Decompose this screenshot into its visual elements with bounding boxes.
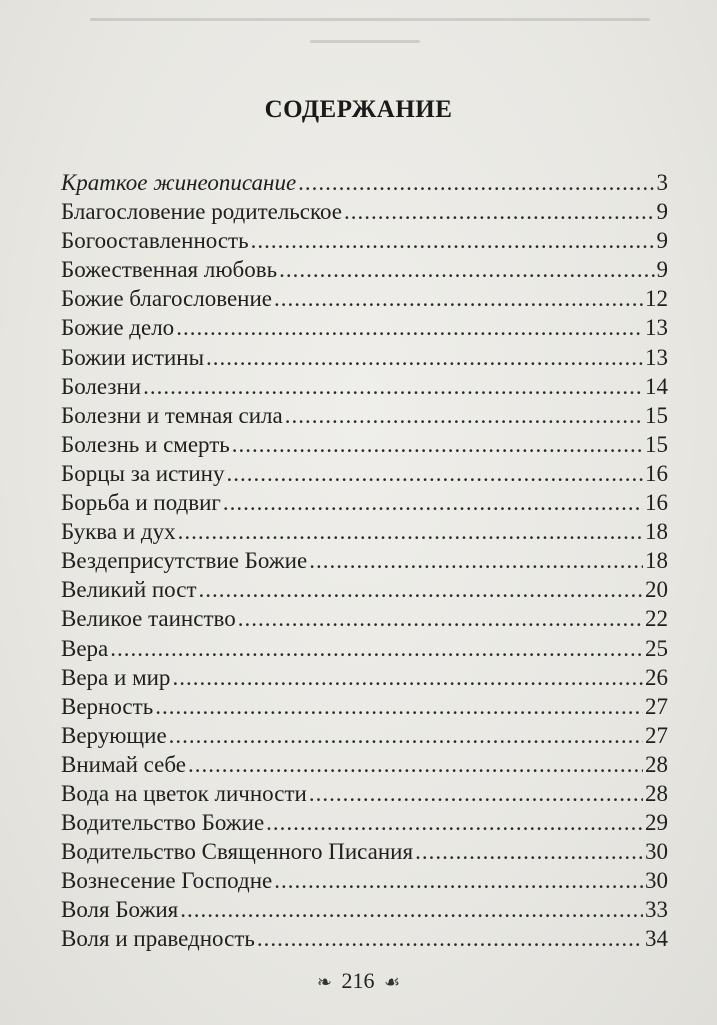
toc-entry — [61, 226, 668, 255]
toc-entry — [61, 604, 668, 633]
toc-entry-page: 12 — [645, 286, 668, 312]
dot-leader — [199, 575, 643, 604]
toc-entry-title: Водительство Священного Писания — [61, 839, 414, 865]
toc-entry-page: 27 — [645, 722, 668, 748]
toc-entry-page: 15 — [645, 431, 668, 457]
dot-leader — [180, 895, 643, 924]
dot-leader — [309, 546, 643, 575]
dot-leader — [251, 226, 655, 255]
toc-entry — [61, 692, 668, 721]
dot-leader — [178, 517, 643, 546]
toc-entry-title: Благословение родительское — [61, 199, 342, 225]
toc-entry-page: 16 — [645, 460, 668, 486]
toc-entry-title: Буква и дух — [61, 519, 176, 545]
toc-entry-title: Вездеприсутствие Божие — [61, 548, 308, 574]
toc-entry-page: 20 — [645, 577, 668, 603]
toc-entry-title: Великий пост — [61, 577, 197, 603]
toc-entry-title: Воля и праведность — [61, 926, 255, 952]
dot-leader — [188, 750, 643, 779]
toc-entry — [61, 866, 668, 895]
toc-entry — [61, 663, 668, 692]
dot-leader — [110, 634, 643, 663]
bleed-through — [60, 0, 700, 60]
dot-leader — [206, 343, 643, 372]
toc-entry-title: Божие благословение — [61, 286, 272, 312]
table-of-contents — [61, 168, 668, 954]
toc-entry-page: 15 — [645, 402, 668, 428]
toc-entry-title: Верность — [61, 693, 154, 719]
toc-entry-title: Божие дело — [61, 315, 175, 341]
dot-leader — [143, 372, 643, 401]
toc-entry-title: Борцы за истину — [61, 460, 225, 486]
dot-leader — [279, 255, 654, 284]
toc-entry — [61, 313, 668, 342]
toc-entry — [61, 255, 668, 284]
dot-leader — [232, 430, 643, 459]
toc-entry — [61, 546, 668, 575]
toc-entry — [61, 808, 668, 837]
dot-leader — [169, 721, 643, 750]
toc-entry-title: Болезни — [61, 373, 142, 399]
toc-entry-page: 9 — [656, 199, 668, 225]
dot-leader — [298, 168, 654, 197]
toc-entry — [61, 779, 668, 808]
toc-entry-page: 33 — [645, 897, 668, 923]
toc-entry — [61, 895, 668, 924]
toc-entry — [61, 924, 668, 953]
dot-leader — [309, 779, 643, 808]
dot-leader — [266, 808, 643, 837]
toc-entry-title: Болезнь и смерть — [61, 431, 230, 457]
toc-entry-page: 25 — [645, 635, 668, 661]
toc-entry — [61, 488, 668, 517]
toc-entry — [61, 284, 668, 313]
dot-leader — [257, 924, 643, 953]
ornament-right-icon: ☙ — [383, 972, 401, 992]
toc-entry — [61, 575, 668, 604]
toc-entry-title: Борьба и подвиг — [61, 490, 221, 516]
toc-entry — [61, 837, 668, 866]
toc-entry — [61, 750, 668, 779]
toc-entry-page: 13 — [645, 344, 668, 370]
toc-entry-page: 18 — [645, 548, 668, 574]
toc-entry — [61, 168, 668, 197]
dot-leader — [285, 401, 643, 430]
toc-entry-title: Краткое жинеописание — [61, 170, 297, 195]
toc-entry — [61, 401, 668, 430]
ornament-left-icon: ❧ — [316, 972, 332, 992]
page-footer — [0, 968, 717, 994]
toc-entry — [61, 197, 668, 226]
toc-entry-title: Водительство Божие — [61, 810, 265, 836]
toc-entry-page: 28 — [645, 751, 668, 777]
toc-entry-title: Болезни и темная сила — [61, 402, 283, 428]
toc-entry-page: 3 — [656, 170, 668, 195]
toc-entry — [61, 430, 668, 459]
toc-entry-page: 9 — [656, 228, 668, 254]
dot-leader — [415, 837, 643, 866]
toc-entry-page: 28 — [645, 780, 668, 806]
toc-entry-page: 27 — [645, 693, 668, 719]
toc-entry — [61, 372, 668, 401]
dot-leader — [226, 459, 643, 488]
toc-entry-title: Великое таинство — [61, 606, 236, 632]
toc-entry-title: Божии истины — [61, 344, 205, 370]
toc-entry-title: Верующие — [61, 722, 167, 748]
toc-entry-title: Божественная любовь — [61, 257, 278, 283]
toc-entry-title: Внимай себе — [61, 751, 186, 777]
toc-entry-page: 30 — [645, 839, 668, 865]
toc-entry-page: 16 — [645, 490, 668, 516]
page-title: СОДЕРЖАНИЕ — [264, 96, 453, 123]
page-number: 216 — [341, 968, 375, 993]
toc-entry-title: Вода на цветок личности — [61, 780, 307, 806]
toc-entry-page: 29 — [645, 810, 668, 836]
toc-entry — [61, 721, 668, 750]
toc-entry-page: 18 — [645, 519, 668, 545]
toc-entry-page: 34 — [645, 926, 668, 952]
toc-entry — [61, 343, 668, 372]
toc-entry-title: Вознесение Господне — [61, 868, 273, 894]
dot-leader — [155, 692, 643, 721]
toc-entry-title: Вера — [61, 635, 109, 661]
dot-leader — [223, 488, 643, 517]
toc-entry-page: 22 — [645, 606, 668, 632]
toc-entry-title: Вера и мир — [61, 664, 171, 690]
dot-leader — [172, 663, 643, 692]
toc-entry — [61, 634, 668, 663]
toc-entry-page: 26 — [645, 664, 668, 690]
toc-entry-page: 14 — [645, 373, 668, 399]
toc-entry — [61, 517, 668, 546]
toc-entry-page: 13 — [645, 315, 668, 341]
dot-leader — [344, 197, 655, 226]
toc-entry-page: 30 — [645, 868, 668, 894]
toc-entry-page: 9 — [656, 257, 668, 283]
dot-leader — [274, 866, 643, 895]
toc-entry-title: Воля Божия — [61, 897, 179, 923]
toc-entry — [61, 459, 668, 488]
dot-leader — [238, 604, 643, 633]
dot-leader — [176, 313, 643, 342]
dot-leader — [274, 284, 643, 313]
toc-entry-title: Богооставленность — [61, 228, 249, 254]
